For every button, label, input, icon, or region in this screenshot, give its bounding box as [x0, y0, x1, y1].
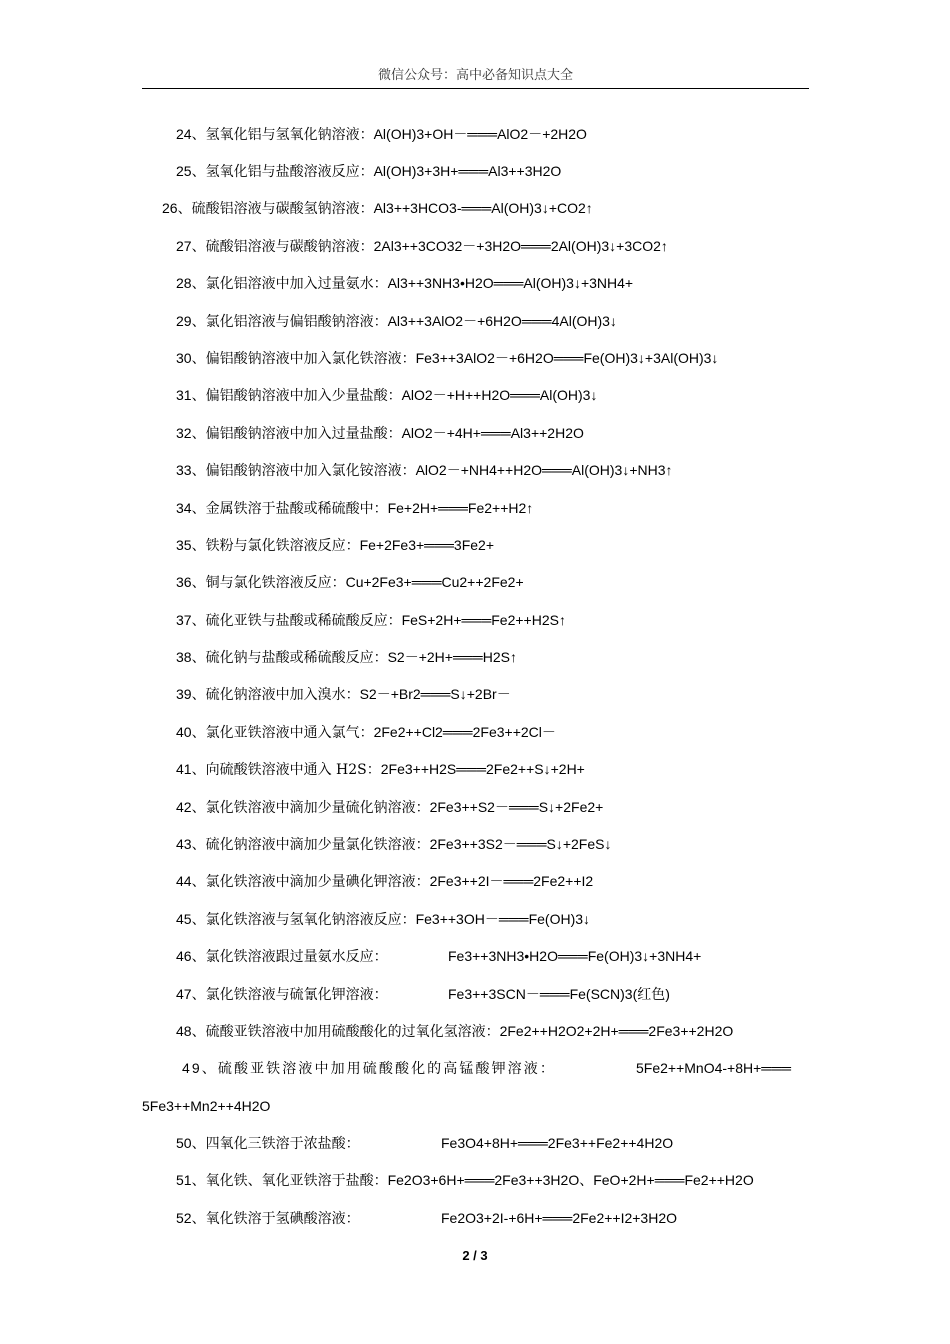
- equation-item-formula: [441, 1208, 677, 1229]
- reaction-description: 、硫化钠溶液中滴加少量氯化铁溶液：: [191, 837, 430, 853]
- ionic-equation: Fe+2Fe3+═══3Fe2+: [359, 537, 495, 553]
- ionic-equation: 2Fe2++H2O2+2H+═══2Fe3++2H2O: [499, 1023, 734, 1039]
- item-number: 42: [176, 799, 192, 815]
- ionic-equation: Al3++3NH3•H2O═══Al(OH)3↓+3NH4+: [387, 275, 634, 291]
- equation-item: [176, 1133, 360, 1154]
- reaction-description: 、氯化亚铁溶液中通入氯气：: [191, 725, 374, 741]
- page-number: 2 / 3: [462, 1248, 488, 1263]
- item-number: 51: [176, 1172, 192, 1188]
- ionic-equation: Al3++3HCO3-═══Al(OH)3↓+CO2↑: [373, 200, 593, 216]
- equation-item: [176, 1208, 360, 1229]
- item-number: 43: [176, 836, 192, 852]
- equation-item: [176, 909, 590, 930]
- equation-item: [176, 161, 561, 182]
- equation-item: [176, 684, 511, 705]
- item-number: 37: [176, 612, 192, 628]
- equation-item: [176, 385, 597, 406]
- ionic-equation: Fe3++3AlO2－+6H2O═══Fe(OH)3↓+3Al(OH)3↓: [415, 350, 719, 366]
- ionic-equation: AlO2－+NH4++H2O═══Al(OH)3↓+NH3↑: [415, 462, 673, 478]
- reaction-description: 、硫化钠溶液中加入溴水：: [191, 687, 360, 703]
- reaction-description: 、向硫酸铁溶液中通入 H2S：: [191, 762, 381, 778]
- item-number: 50: [176, 1135, 192, 1151]
- equation-item: [176, 273, 633, 294]
- page-header: 微信公众号：高中必备知识点大全: [377, 68, 573, 83]
- item-number: 45: [176, 911, 192, 927]
- reaction-description: 、金属铁溶于盐酸或稀硫酸中：: [191, 501, 388, 517]
- equation-item: [176, 984, 388, 1005]
- equation-item: [176, 498, 533, 519]
- item-number: 33: [176, 462, 192, 478]
- ionic-equation: 2Fe3++2I－═══2Fe2++I2: [429, 873, 594, 889]
- ionic-equation: 2Fe3++H2S═══2Fe2++S↓+2H+: [380, 761, 585, 777]
- item-number: 49: [182, 1060, 202, 1076]
- item-number: 35: [176, 537, 192, 553]
- ionic-equation: Fe3++3SCN－═══Fe(SCN)3(红色): [448, 986, 670, 1002]
- equation-item-formula: [636, 1058, 791, 1079]
- ionic-equation: 5Fe3++Mn2++4H2O: [142, 1098, 271, 1114]
- equation-item: [182, 1058, 556, 1079]
- equation-item-formula: [448, 984, 670, 1005]
- item-number: 30: [176, 350, 192, 366]
- equation-item: [176, 124, 587, 145]
- equation-item: [176, 348, 718, 369]
- equation-item: [176, 311, 617, 332]
- ionic-equation: Al3++3AlO2－+6H2O═══4Al(OH)3↓: [387, 313, 617, 329]
- item-number: 46: [176, 948, 192, 964]
- item-number: 52: [176, 1210, 192, 1226]
- reaction-description: 、四氧化三铁溶于浓盐酸：: [191, 1136, 360, 1152]
- item-number: 25: [176, 163, 192, 179]
- reaction-description: 、氯化铝溶液与偏铝酸钠溶液：: [191, 314, 388, 330]
- item-number: 31: [176, 387, 192, 403]
- reaction-description: 、硫酸亚铁溶液中加用硫酸酸化的过氧化氢溶液：: [191, 1024, 500, 1040]
- ionic-equation: Fe2O3+2I-+6H+═══2Fe2++I2+3H2O: [441, 1210, 678, 1226]
- item-number: 41: [176, 761, 192, 777]
- reaction-description: 、硫化亚铁与盐酸或稀硫酸反应：: [191, 613, 402, 629]
- ionic-equation: 2Fe2++Cl2═══2Fe3++2Cl－: [373, 724, 556, 740]
- ionic-equation: Cu+2Fe3+═══Cu2++2Fe2+: [345, 574, 524, 590]
- equation-item: [176, 722, 556, 743]
- ionic-equation: Fe+2H+═══Fe2++H2↑: [387, 500, 534, 516]
- equation-item-formula: [448, 946, 701, 967]
- equation-item: [176, 871, 593, 892]
- reaction-description: 、氯化铁溶液中滴加少量碘化钾溶液：: [191, 874, 430, 890]
- ionic-equation: AlO2－+4H+═══Al3++2H2O: [401, 425, 584, 441]
- equation-item: [176, 610, 566, 631]
- reaction-description: 、氢氧化铝与氢氧化钠溶液：: [191, 127, 374, 143]
- reaction-description: 、偏铝酸钠溶液中加入氯化铵溶液：: [191, 463, 416, 479]
- equation-item: [176, 572, 524, 593]
- equation-item: [176, 759, 585, 780]
- equation-item: [176, 797, 603, 818]
- item-number: 34: [176, 500, 192, 516]
- equation-item: [176, 1021, 733, 1042]
- reaction-description: 、硫酸亚铁溶液中加用硫酸酸化的高锰酸钾溶液：: [201, 1061, 556, 1077]
- item-number: 24: [176, 126, 192, 142]
- reaction-description: 、氯化铝溶液中加入过量氨水：: [191, 276, 388, 292]
- reaction-description: 、硫化钠与盐酸或稀硫酸反应：: [191, 650, 388, 666]
- ionic-equation: Al(OH)3+3H+═══Al3++3H2O: [373, 163, 562, 179]
- ionic-equation: 2Fe3++3S2－═══S↓+2FeS↓: [429, 836, 612, 852]
- item-number: 32: [176, 425, 192, 441]
- item-number: 36: [176, 574, 192, 590]
- ionic-equation: 2Al3++3CO32－+3H2O═══2Al(OH)3↓+3CO2↑: [373, 238, 668, 254]
- reaction-description: 、偏铝酸钠溶液中加入氯化铁溶液：: [191, 351, 416, 367]
- reaction-description: 、偏铝酸钠溶液中加入过量盐酸：: [191, 426, 402, 442]
- ionic-equation: Fe3++3OH－═══Fe(OH)3↓: [415, 911, 591, 927]
- equation-item-formula: [441, 1133, 673, 1154]
- reaction-description: 、铁粉与氯化铁溶液反应：: [191, 538, 360, 554]
- ionic-equation: S2－+Br2═══S↓+2Br－: [359, 686, 511, 702]
- ionic-equation: S2－+2H+═══H2S↑: [387, 649, 517, 665]
- reaction-description: 、氢氧化铝与盐酸溶液反应：: [191, 164, 374, 180]
- reaction-description: 、铜与氯化铁溶液反应：: [191, 575, 346, 591]
- reaction-description: 、偏铝酸钠溶液中加入少量盐酸：: [191, 388, 402, 404]
- header-divider: [142, 88, 809, 89]
- reaction-description: 、氧化铁、氧化亚铁溶于盐酸：: [191, 1173, 388, 1189]
- item-number: 27: [176, 238, 192, 254]
- equation-item: [142, 1096, 270, 1117]
- reaction-description: 、硫酸铝溶液与碳酸氢钠溶液：: [177, 201, 374, 217]
- equation-item: [176, 460, 673, 481]
- equation-item: [176, 1170, 754, 1191]
- item-number: 29: [176, 313, 192, 329]
- equation-item: [162, 198, 593, 219]
- item-number: 40: [176, 724, 192, 740]
- equation-item: [176, 535, 494, 556]
- reaction-description: 、氯化铁溶液与硫氰化钾溶液：: [191, 987, 388, 1003]
- equation-item: [176, 946, 388, 967]
- item-number: 39: [176, 686, 192, 702]
- ionic-equation: Fe2O3+6H+═══2Fe3++3H2O、FeO+2H+═══Fe2++H2O: [387, 1172, 754, 1188]
- equation-item: [176, 834, 611, 855]
- equation-item: [176, 236, 668, 257]
- equation-item: [176, 647, 517, 668]
- equation-item: [176, 423, 584, 444]
- item-number: 28: [176, 275, 192, 291]
- ionic-equation: Fe3O4+8H+═══2Fe3++Fe2++4H2O: [441, 1135, 674, 1151]
- item-number: 44: [176, 873, 192, 889]
- ionic-equation: Fe3++3NH3•H2O═══Fe(OH)3↓+3NH4+: [448, 948, 702, 964]
- ionic-equation: FeS+2H+═══Fe2++H2S↑: [401, 612, 566, 628]
- item-number: 26: [162, 200, 178, 216]
- ionic-equation: AlO2－+H++H2O═══Al(OH)3↓: [401, 387, 598, 403]
- ionic-equation: 2Fe3++S2－═══S↓+2Fe2+: [429, 799, 604, 815]
- item-number: 48: [176, 1023, 192, 1039]
- reaction-description: 、氯化铁溶液与氢氧化钠溶液反应：: [191, 912, 416, 928]
- item-number: 47: [176, 986, 192, 1002]
- reaction-description: 、氯化铁溶液跟过量氨水反应：: [191, 949, 388, 965]
- ionic-equation: 5Fe2++MnO4-+8H+═══: [636, 1060, 792, 1076]
- ionic-equation: Al(OH)3+OH－═══AlO2－+2H2O: [373, 126, 587, 142]
- item-number: 38: [176, 649, 192, 665]
- reaction-description: 、硫酸铝溶液与碳酸钠溶液：: [191, 239, 374, 255]
- reaction-description: 、氧化铁溶于氢碘酸溶液：: [191, 1211, 360, 1227]
- reaction-description: 、氯化铁溶液中滴加少量硫化钠溶液：: [191, 800, 430, 816]
